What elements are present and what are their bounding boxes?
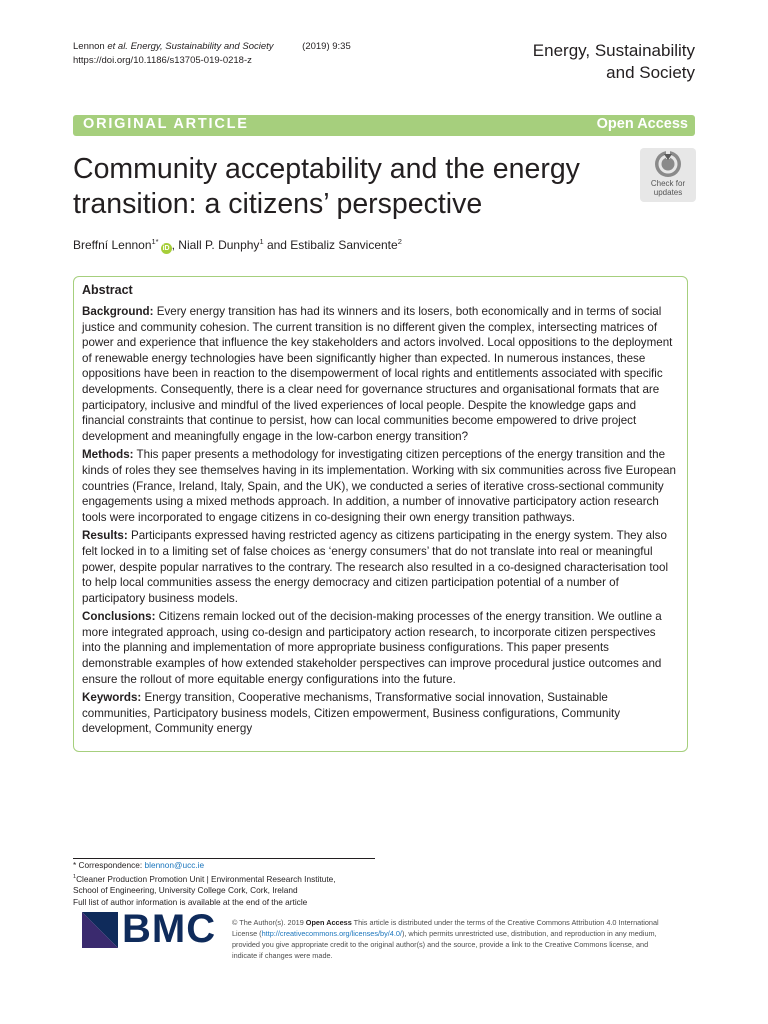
- author-2-affil: 1: [259, 237, 264, 246]
- citation-header: [73, 40, 351, 68]
- footnote-divider: [73, 858, 375, 859]
- background-text: Every energy transition has had its winners and its losers, both economically and in terms of social justice and community cohesion. The current transition is no different given the complex, intersecting matrices of power and experience that influence the key stakeholders and actors involved. Local oppositions to the deployment of renewable energy technologies have been significantly higher than expected. In numerous instances, these oppositions have been in reaction to the disempowerment of local rights and entitlements associated with specific developments. Consequently, there is a clear need for governance structures and organisational formats that are participatory, inclusive and mindful of the lived experiences of local people. Despite the knowledge gaps and financial constraints that continue to persist, how can local communities become empowered to drive project development and meaningfully engage in the low-carbon energy transition?: [82, 305, 673, 443]
- methods-text: This paper presents a methodology for investigating citizen perceptions of the energy transition and the kinds of roles they see themselves having in its implementation. Working with six communities across five European countries (France, Ireland, Italy, Spain, and the UK), we conducted a series of iterative cross-sectional community engagements using a mixed methods approach. In addition, a number of innovative participatory action research tools were incorporated to engage citizens in co-designing their own energy transition pathways.: [82, 448, 676, 524]
- abstract-results: [82, 528, 676, 606]
- citation-line: [73, 40, 351, 54]
- article-type-banner: [73, 115, 695, 136]
- license-text-part2: ), which permits unrestricted use, distribution, and reproduction in any medium, provided you give appropriate credit to the original author(s) and the source, provide a link to the Creative Commons license, and indicate if changes were made.: [232, 929, 657, 960]
- article-type-label: ORIGINAL ARTICLE: [83, 116, 249, 132]
- doi-link[interactable]: https://doi.org/10.1186/s13705-019-0218-z: [73, 55, 252, 66]
- journal-name-line2: and Society: [606, 63, 695, 82]
- correspondence-line: [73, 860, 336, 872]
- keywords-label: Keywords:: [82, 691, 142, 705]
- results-text: Participants expressed having restricted agency as citizens participating in the energy system. They also felt locked in to a limiting set of false choices as ‘energy consumers’ that do not translate into real or meaningful power, despite popular narratives to the contrary. The research also resulted in a co-designed characterisation tool to help local communities assess the energy democracy and citizen participation potential of a number of participatory business models.: [82, 529, 669, 605]
- article-title-line1: Community acceptability and the energy: [73, 153, 580, 185]
- open-access-bold: Open Access: [305, 918, 352, 927]
- check-for-updates-line2: updates: [653, 188, 683, 197]
- citation-authors: Lennon: [73, 41, 108, 52]
- abstract-methods: [82, 447, 676, 525]
- journal-name: [533, 40, 695, 84]
- results-label: Results:: [82, 529, 128, 543]
- license-url-link[interactable]: http://creativecommons.org/licenses/by/4.0/: [261, 929, 402, 938]
- correspondence-email-link[interactable]: blennon@ucc.ie: [144, 860, 205, 870]
- affiliation-sup: 1: [73, 873, 77, 880]
- abstract-keywords: [82, 690, 676, 737]
- abstract-heading: Abstract: [82, 283, 133, 297]
- bmc-logo[interactable]: [82, 907, 217, 952]
- check-for-updates-line1: Check for: [650, 179, 686, 188]
- article-title-line2: transition: a citizens’ perspective: [73, 188, 483, 220]
- author-list: [73, 234, 402, 254]
- conclusions-label: Conclusions:: [82, 610, 156, 624]
- footnotes: [73, 860, 336, 908]
- author-1-affil: 1*: [151, 237, 159, 246]
- author-2[interactable]: , Niall P. Dunphy: [171, 238, 260, 252]
- full-author-info-note: Full list of author information is available at the end of the article: [73, 896, 308, 907]
- background-label: Background:: [82, 305, 154, 318]
- keywords-text: Energy transition, Cooperative mechanisms, Transformative social innovation, Sustainable communities, Participatory business models, Citizen empowerment, Business configurations, Community development, Community energy: [82, 691, 621, 736]
- check-for-updates-icon: [654, 150, 682, 178]
- abstract-background: [82, 304, 676, 444]
- check-for-updates-button[interactable]: [640, 148, 696, 202]
- abstract-conclusions: [82, 609, 676, 687]
- author-3-affil: 2: [397, 237, 402, 246]
- correspondence-label: * Correspondence:: [73, 860, 145, 870]
- article-title: [73, 152, 618, 222]
- journal-name-line1: Energy, Sustainability: [532, 41, 695, 60]
- conclusions-text: Citizens remain locked out of the decision-making processes of the energy transition. We outline a more integrated approach, using co-design and participatory action research, to incorporate citizen perspectives into the planning and implementation of more appropriate business configurations. This paper presents demonstrable examples of how extended stakeholder perspectives can improve procedural justice outcomes and ensure the rollout of more equitable energy configurations into the future.: [82, 610, 662, 686]
- check-for-updates-label: [640, 179, 696, 197]
- copyright-text: © The Author(s). 2019: [232, 918, 306, 927]
- methods-label: Methods:: [82, 448, 134, 462]
- affiliation-text1: Cleaner Production Promotion Unit | Environmental Research Institute,: [76, 873, 336, 884]
- open-access-label: Open Access: [596, 116, 688, 132]
- license-text: [232, 917, 672, 961]
- bmc-logo-text: BMC: [122, 907, 217, 951]
- affiliation-line1: [73, 872, 336, 885]
- orcid-icon[interactable]: iD: [162, 245, 170, 252]
- citation-journal: et al. Energy, Sustainability and Society: [107, 41, 274, 52]
- license-text-part1: This article is distributed under the terms of the Creative Commons Attribution 4.0 International License (: [232, 918, 659, 938]
- affiliation-line2: School of Engineering, University College Cork, Cork, Ireland: [73, 884, 298, 895]
- abstract-box: [73, 276, 688, 752]
- author-1[interactable]: Breffní Lennon: [73, 238, 152, 252]
- citation-year: (2019) 9:35: [302, 41, 351, 52]
- author-3[interactable]: and Estibaliz Sanvicente: [263, 238, 398, 252]
- bmc-logo-icon: [82, 912, 118, 948]
